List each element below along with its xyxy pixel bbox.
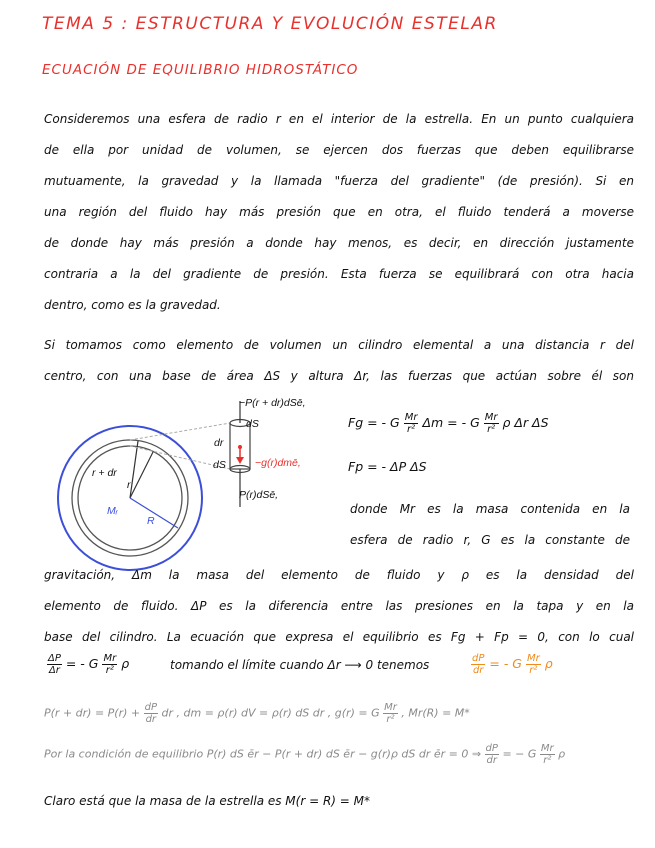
fraction-denominator: r²: [487, 424, 496, 435]
equation-hydrostatic: [471, 653, 553, 676]
equation-Fg: [348, 412, 549, 435]
fraction-denominator: r²: [543, 755, 552, 766]
fraction: [144, 702, 158, 725]
grey-relations: [44, 702, 470, 725]
fraction-denominator: r²: [407, 424, 416, 435]
fraction: [485, 743, 499, 766]
fraction: [484, 412, 499, 435]
limit-text: tomando el límite cuando Δr ⟶ 0 tenemos: [170, 658, 430, 672]
eq-text: Fg = - G: [348, 415, 400, 430]
fraction: [526, 653, 541, 676]
fraction-numerator: Mr: [404, 412, 418, 423]
r-label: r: [127, 479, 131, 491]
text-line: dentro, como es la gravedad.: [44, 298, 221, 312]
fraction-denominator: r²: [529, 665, 538, 676]
fraction-denominator: r²: [105, 665, 114, 676]
mass-point: [238, 445, 242, 449]
text-line: Consideremos una esfera de radio r en el interior de la estrella. En un punto cualquiera: [44, 112, 634, 126]
text-line: elemento de fluido. ΔP es la diferencia entre las presiones en la tapa y en la: [44, 599, 634, 613]
fraction-numerator: Mr: [540, 743, 554, 754]
fraction-numerator: ΔP: [48, 653, 61, 664]
paragraph-definitions: [44, 560, 634, 653]
equation-Fp: Fp = - ΔP ΔS: [348, 459, 427, 474]
dr-label: dr: [214, 437, 224, 449]
eq-text: Δm = - G: [422, 415, 480, 430]
text-line: contraria a la del gradiente de presión. Esta fuerza se equilibrará con otra hacia: [44, 267, 634, 281]
eq-text: , dm = ρ(r) dV = ρ(r) dS dr , g(r) = G: [176, 706, 380, 720]
bottom-force-label: P(r)dSē,: [239, 489, 279, 501]
fraction: [471, 653, 485, 676]
fraction: [102, 653, 117, 676]
fraction-denominator: Δr: [48, 665, 60, 676]
text-line: de ella por unidad de volumen, se ejercen dos fuerzas que deben equilibrarse: [44, 143, 634, 157]
eq-text: , Mr(R) = M*: [401, 706, 470, 720]
text-line: Si tomamos como elemento de volumen un cilindro elemental a una distancia r del: [44, 338, 634, 352]
equation-delta: [47, 653, 129, 676]
text-line: una región del fluido hay más presión que en otra, el fluido tenderá a moverse: [44, 205, 634, 219]
fraction-numerator: Mr: [103, 653, 117, 664]
eq-text: = − G: [502, 747, 537, 761]
fraction: [47, 653, 62, 676]
eq-text: = - G: [489, 656, 522, 671]
page-title: TEMA 5 : ESTRUCTURA Y EVOLUCIÓN ESTELAR: [42, 14, 498, 34]
eq-text: Por la condición de equilibrio P(r) dS ēr − P(r + dr) dS ēr − g(r)ρ dS dr ēr = 0 ⇒: [44, 747, 482, 761]
fraction: [404, 412, 419, 435]
fraction-denominator: dr: [486, 755, 497, 766]
side-text-line: donde Mr es la masa contenida en la: [350, 502, 630, 516]
fraction-numerator: dP: [472, 653, 485, 664]
R-label: R: [147, 515, 155, 527]
text-line: gravitación, Δm la masa del elemento de fluido y ρ es la densidad del: [44, 568, 634, 582]
eq-text: P(r + dr) = P(r) +: [44, 706, 141, 720]
fraction: [540, 743, 555, 766]
fraction-denominator: dr: [145, 714, 157, 725]
eq-text: dr: [161, 706, 174, 720]
fraction: [383, 702, 398, 725]
top-dS-label: dS: [246, 418, 259, 430]
fraction-numerator: dP: [144, 702, 158, 713]
eq-text: ρ: [544, 656, 553, 671]
fraction-numerator: Mr: [484, 412, 498, 423]
paragraph-intro: [44, 104, 634, 321]
fraction-numerator: Mr: [526, 653, 540, 664]
side-text-line: esfera de radio r, G es la constante de: [350, 533, 630, 547]
text-line: base del cilindro. La ecuación que expresa el equilibrio es Fg + Fp = 0, con lo cual: [44, 630, 634, 644]
top-force-label: −P(r + dr)dSē,: [239, 397, 306, 409]
grey-equilibrium: [44, 743, 565, 766]
Mr-label: Mᵣ: [107, 505, 118, 517]
section-subtitle: ECUACIÓN DE EQUILIBRIO HIDROSTÁTICO: [42, 62, 359, 78]
eq-text: ρ: [121, 656, 130, 671]
fraction-numerator: dP: [485, 743, 498, 754]
fraction-numerator: Mr: [384, 702, 397, 713]
fraction-denominator: dr: [472, 665, 484, 676]
fraction-denominator: r²: [386, 714, 395, 725]
final-statement: Claro está que la masa de la estrella es M(r = R) = M*: [44, 794, 371, 808]
eq-text: ρ: [558, 747, 566, 761]
text-line: centro, con una base de área ΔS y altura Δr, las fuerzas que actúan sobre él son: [44, 369, 634, 383]
bottom-dS-label: dS: [213, 459, 226, 471]
text-line: mutuamente, la gravedad y la llamada "fuerza del gradiente" (de presión). Si en: [44, 174, 634, 188]
gravity-label: −g(r)dmē,: [255, 457, 301, 469]
eq-text: ρ Δr ΔS: [502, 415, 549, 430]
cylinder-diagram: [30, 395, 330, 575]
text-line: de donde hay más presión a donde hay menos, es decir, en dirección justamente: [44, 236, 634, 250]
r-plus-dr-label: r + dr: [92, 467, 117, 479]
paragraph-cylinder: [44, 330, 634, 392]
eq-text: = - G: [65, 656, 99, 671]
